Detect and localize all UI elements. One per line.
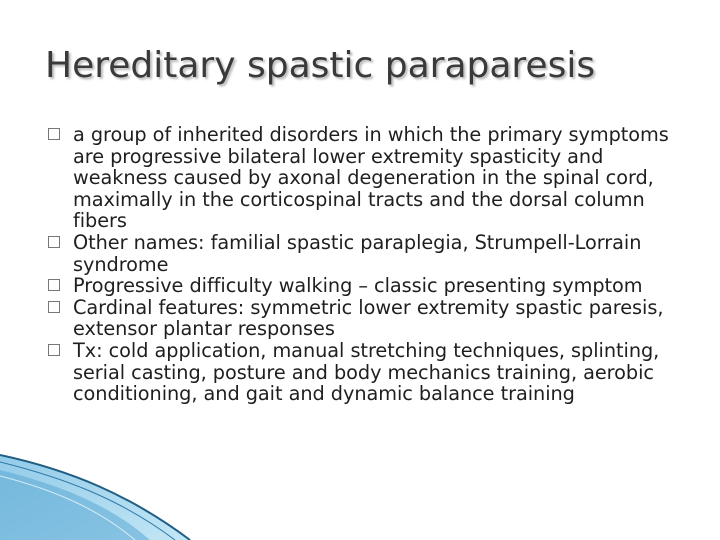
bullet-text: Cardinal features: symmetric lower extremity spastic paresis, extensor plantar responses — [73, 295, 664, 341]
square-bullet-icon — [48, 301, 60, 313]
bullet-text: Other names: familial spastic paraplegia, Strumpell-Lorrain syndrome — [73, 230, 642, 276]
bullet-item — [48, 124, 678, 232]
bullet-text: a group of inherited disorders in which the primary symptoms are progressive bilateral lower extremity spasticity and weakness caused by axonal degeneration in the spinal cord, maximally in the corticospinal tracts and the dorsal column fibers — [73, 123, 669, 233]
bullet-item — [48, 275, 678, 297]
slide-title: Hereditary spastic paraparesis — [45, 45, 596, 86]
square-bullet-icon — [48, 344, 60, 356]
bullet-list — [48, 124, 678, 405]
bullet-item — [48, 232, 678, 275]
bullet-text: Progressive difficulty walking – classic presenting symptom — [73, 274, 643, 298]
square-bullet-icon — [48, 279, 60, 291]
bullet-text: Tx: cold application, manual stretching techniques, splinting, serial casting, posture and body mechanics training, aerobic conditioning, and gait and dynamic balance training — [73, 338, 660, 406]
square-bullet-icon — [48, 236, 60, 248]
square-bullet-icon — [48, 128, 60, 140]
bullet-item — [48, 340, 678, 405]
bullet-item — [48, 297, 678, 340]
